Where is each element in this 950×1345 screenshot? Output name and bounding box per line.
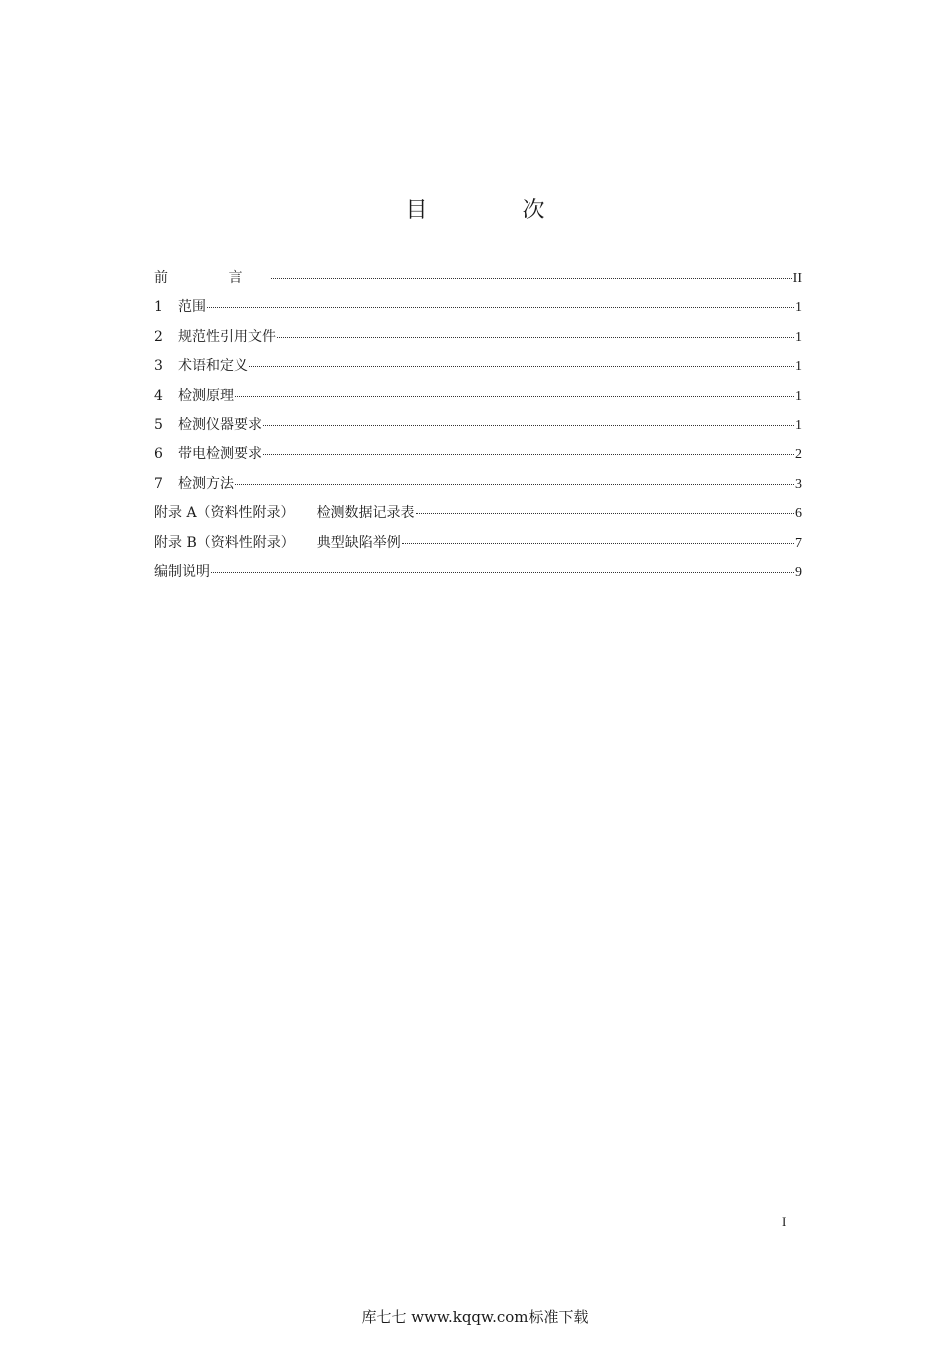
toc-entry-number: 5 <box>154 416 163 433</box>
toc-entry-page: II <box>792 271 802 286</box>
toc-entry-label: 检测原理 <box>178 387 234 404</box>
toc-entry-preface[interactable] <box>154 268 802 297</box>
dot-leader <box>235 484 794 485</box>
toc-entry-page: 7 <box>795 535 802 551</box>
toc-entry-sublabel: 典型缺陷举例 <box>316 534 401 551</box>
toc-entry-page: 1 <box>795 388 802 404</box>
dot-leader <box>402 543 794 544</box>
toc-entry-label: 规范性引用文件 <box>178 328 276 345</box>
toc-entry-number: 1 <box>154 299 163 316</box>
toc-title: 目 次 <box>405 198 589 223</box>
toc-entry-label: 附录 A（资料性附录） <box>154 505 295 522</box>
dot-leader <box>271 278 791 279</box>
toc-entry-appendix-b[interactable] <box>154 533 802 562</box>
toc-entry-label: 带电检测要求 <box>178 446 262 463</box>
toc-entry-compilation-notes[interactable] <box>154 562 802 591</box>
toc-entry-sublabel: 检测数据记录表 <box>316 505 415 522</box>
toc-entry-label: 前 言 <box>154 270 271 286</box>
toc-entry-label: 检测方法 <box>178 475 234 492</box>
page-number: I <box>782 1214 787 1229</box>
dot-leader <box>235 396 794 397</box>
dot-leader <box>211 572 794 573</box>
dot-leader <box>263 425 794 426</box>
toc-entry-page: 1 <box>795 417 802 433</box>
toc-entry-number: 4 <box>154 387 163 404</box>
toc-entry-page: 3 <box>795 476 802 492</box>
toc-entry-scope[interactable] <box>154 297 802 326</box>
toc-entry-appendix-a[interactable] <box>154 503 802 532</box>
toc-entry-number: 7 <box>154 475 163 492</box>
toc-entry-method[interactable] <box>154 474 802 503</box>
toc-entry-page: 9 <box>795 564 802 580</box>
toc-entry-number: 2 <box>154 328 163 345</box>
toc-entry-instrument[interactable] <box>154 415 802 444</box>
toc-entry-page: 1 <box>795 300 802 316</box>
toc-entry-label: 术语和定义 <box>178 358 248 375</box>
dot-leader <box>277 337 794 338</box>
toc-entry-label: 范围 <box>178 299 206 316</box>
toc-entry-label: 附录 B（资料性附录） <box>154 534 295 551</box>
toc-entry-page: 1 <box>795 359 802 375</box>
toc-entry-page: 2 <box>795 447 802 463</box>
toc-entry-terms[interactable] <box>154 356 802 385</box>
toc-entry-normative-references[interactable] <box>154 327 802 356</box>
dot-leader <box>249 366 794 367</box>
footer-watermark: 库七七 www.kqqw.com标准下载 <box>361 1308 589 1326</box>
toc-entry-page: 1 <box>795 329 802 345</box>
dot-leader <box>416 513 794 514</box>
toc-entry-page: 6 <box>795 506 802 522</box>
toc-entry-number: 3 <box>154 358 163 375</box>
dot-leader <box>207 307 794 308</box>
toc-entry-label: 检测仪器要求 <box>178 416 262 433</box>
toc-entry-principle[interactable] <box>154 386 802 415</box>
table-of-contents <box>154 268 802 591</box>
toc-entry-live-detection[interactable] <box>154 444 802 473</box>
toc-entry-label: 编制说明 <box>154 563 210 580</box>
dot-leader <box>263 454 794 455</box>
toc-entry-number: 6 <box>154 446 163 463</box>
